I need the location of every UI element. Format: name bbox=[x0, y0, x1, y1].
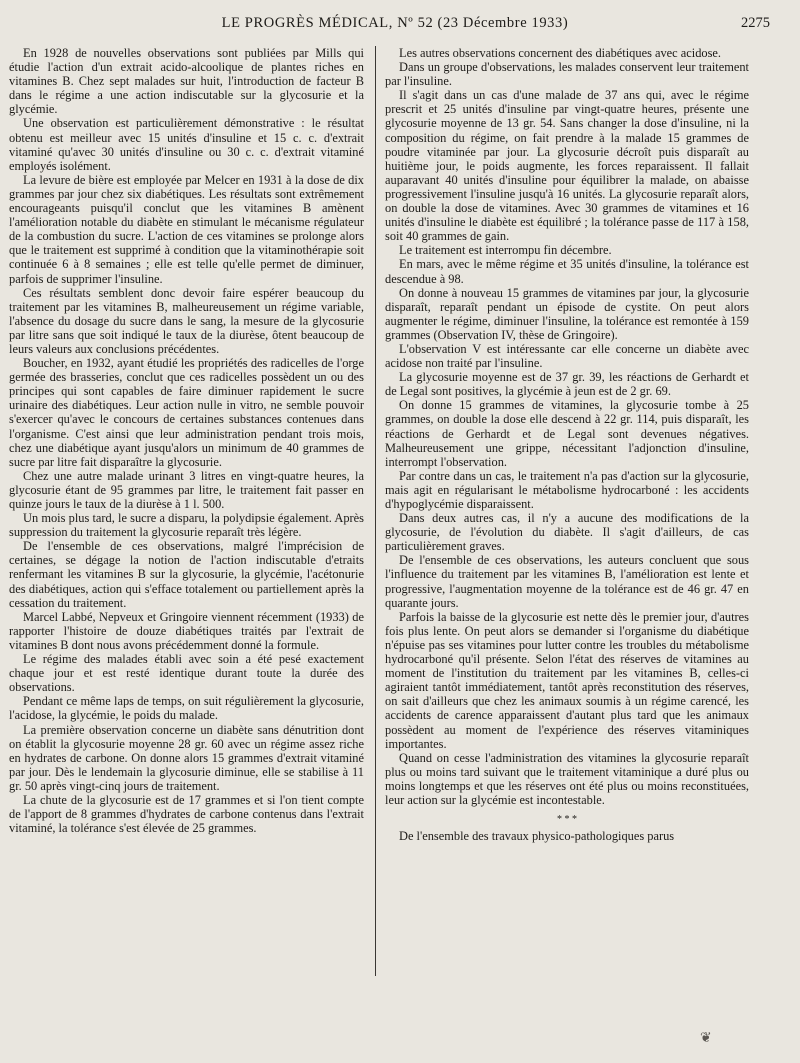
paragraph: Marcel Labbé, Nepveux et Gringoire viennent récemment (1933) de rapporter l'histoire de douze diabétiques traités par l'extrait de vitamines B dont nous avons précédemment donné la formule. bbox=[9, 609, 364, 652]
paragraph: Quand on cesse l'administration des vitamines la glycosurie reparaît plus ou moins tard suivant que le traitement vitaminique a duré plus ou moins longtemps et que les réserves ont été plus ou moins reconstituées, leur action sur la glycémie est incontestable. bbox=[385, 750, 749, 807]
paragraph: L'observation V est intéressante car elle concerne un diabète avec acidose non traité par l'insuline. bbox=[385, 341, 749, 371]
paragraph: En mars, avec le même régime et 35 unités d'insuline, la tolérance est descendue à 98. bbox=[385, 257, 749, 286]
paragraph: Le régime des malades établi avec soin a été pesé exactement chaque jour et est resté identique durant toute la durée des observations. bbox=[9, 652, 364, 695]
paragraph: De l'ensemble de ces observations, les auteurs concluent que sous l'influence du traitement par les vitamines B, l'amélioration est lente et progressive, l'augmentation moyenne de la tolérance est de 46 gr. 47 en quarante jours. bbox=[385, 553, 749, 610]
journal-header-title: LE PROGRÈS MÉDICAL, Nº 52 (23 Décembre 1933) bbox=[221, 15, 569, 31]
paragraph: Dans deux autres cas, il n'y a aucune des modifications de la glycosurie, de l'évolution du diabète. Il s'agit d'ailleurs, de cas particulièrement graves. bbox=[385, 511, 749, 554]
paragraph: Une observation est particulièrement démonstrative : le résultat obtenu est meilleur avec 15 unités d'insuline et 15 c. c. d'extrait vitaminé qu'avec 30 unités d'insuline ou 30 c. c. d'extrait vitaminé employés isolément. bbox=[9, 116, 364, 173]
paragraph: On donne à nouveau 15 grammes de vitamines par jour, la glycosurie disparaît, reparaît pendant un épisode de cystite. On peut alors augmenter le régime, diminuer l'insuline, la tolérance est remontée à 159 grammes (Observation IV, thèse de Gringoire). bbox=[385, 285, 749, 342]
paragraph: Les autres observations concernent des diabétiques avec acidose. bbox=[399, 46, 722, 60]
paragraph: La première observation concerne un diabète sans dénutrition dont on établit la glycosurie moyenne 28 gr. 60 avec un régime assez riche en hydrates de carbone. On donne alors 15 grammes d'extrait vitaminé par jour. Dès le lendemain la glycosurie diminue, elle se stabilise à 11 gr. 50 après vingt-cinq jours de traitement. bbox=[9, 722, 364, 793]
paragraph: La glycosurie moyenne est de 37 gr. 39, les réactions de Gerhardt et de Legal sont positives, la glycémie à jeun est de 2 gr. 69. bbox=[385, 370, 749, 399]
paragraph: Chez une autre malade urinant 3 litres en vingt-quatre heures, la glycosurie étant de 95 grammes par litre, le traitement fait passer en quinze jours le taux de la diurèse à 1 l. 500. bbox=[9, 468, 364, 511]
paragraph: Parfois la baisse de la glycosurie est nette dès le premier jour, d'autres fois plus lente. On peut alors se demander si l'organisme du diabétique n'épuise pas ses vitamines pour lutter contre les troubles du métabolisme hydrocarboné qu'il présente. Selon l'état des réserves de vitamines au moment de l'institution du traitement par les vitamines B, celles-ci agiraient tantôt immédiatement, tantôt après reconstitution des réserves, on sait d'ailleurs que chez les animaux soumis à un régime carencé, les accidents de carence apparaissent d'autant plus tard que les animaux possèdent au moment de l'expérience des réserves vitaminiques importantes. bbox=[385, 609, 749, 751]
paragraph: Pendant ce même laps de temps, on suit régulièrement la glycosurie, l'acidose, la glycémie, le poids du malade. bbox=[9, 694, 364, 723]
column-divider bbox=[375, 46, 376, 976]
paragraph: On donne 15 grammes de vitamines, la glycosurie tombe à 25 grammes, on double la dose elle descend à 22 gr. 114, puis disparaît, les réactions de Gerhardt et de Legal sont devenues négatives. Malheureusement une grippe, nécessitant l'adjonction d'insuline, interrompt l'observation. bbox=[385, 398, 749, 469]
paragraph: La levure de bière est employée par Melcer en 1931 à la dose de dix grammes par jour chez six diabétiques. Les résultats sont extrêmement encourageants puisqu'il conclut que les vitamines B amènent l'amélioration notable du diabète en stimulant le mécanisme régulateur de la combustion du sucre. L'action de ces vitamines se prolonge alors que le traitement est supprimé à condition que la vitaminothérapie soit continuée 6 à 8 semaines ; elle est telle qu'elle permet de diminuer, parfois de supprimer l'insuline. bbox=[9, 172, 364, 286]
paragraph: Le traitement est interrompu fin décembre. bbox=[399, 243, 612, 258]
paragraph: Par contre dans un cas, le traitement n'a pas d'action sur la glycosurie, mais agit en régularisant le métabolisme hydrocarboné : les accidents d'hypoglycémie disparaissent. bbox=[385, 468, 749, 511]
paragraph: Il s'agit dans un cas d'une malade de 37 ans qui, avec le régime prescrit et 25 unités d'insuline par vingt-quatre heures, présente une glycosurie moyenne de 13 gr. 54. Sans changer la dose d'insuline, ni la composition du régime, on fait prendre à la malade 15 grammes de poudre vitaminée par jour. La glycosurie décroît puis disparaît au huitième jour, le poids augmente, les forces reparaissent. Il fallait auparavant 40 unités d'insuline pour équilibrer la malade, on abaisse progressivement l'insuline jusqu'à 16 unités. La glycosurie reparaît alors, on double la dose de vitamines. Avec 30 grammes de vitamines et 16 unités d'insuline le diabète est équilibré ; la tolérance passe de 117 à 158, soit 40 grammes de gain. bbox=[385, 88, 749, 244]
running-header bbox=[20, 12, 770, 34]
paragraph: La chute de la glycosurie est de 17 grammes et si l'on tient compte de l'apport de 8 grammes d'hydrates de carbone contenus dans l'extrait vitaminé, la tolérance s'est élevée de 25 grammes. bbox=[9, 792, 364, 836]
paragraph: Un mois plus tard, le sucre a disparu, la polydipsie également. Après suppression du traitement la glycosurie reparaît très légère. bbox=[9, 511, 364, 540]
closing-line: De l'ensemble des travaux physico-pathologiques parus bbox=[399, 829, 675, 844]
left-column bbox=[9, 46, 364, 835]
paragraph: En 1928 de nouvelles observations sont publiées par Mills qui étudie l'action d'un extrait acido-alcoolique de plantes riches en vitamines B. Chez sept malades sur huit, l'introduction de facteur B dans le régime a une action indiscutable sur la glycosurie et la glycémie. bbox=[9, 46, 364, 117]
section-asterism: * * * bbox=[557, 814, 577, 826]
paragraph: De l'ensemble de ces observations, malgré l'imprécision de certaines, se dégage la notion de l'action indiscutable d'etraits renfermant les vitamines B sur la glycosurie, la glycémie, l'acétonurie des diabétiques, action qui s'efface totalement ou partiellement après la cessation du traitement. bbox=[9, 539, 364, 610]
page-number: 2275 bbox=[741, 15, 770, 31]
library-stamp-mark: ❦ bbox=[700, 1031, 712, 1046]
right-column bbox=[385, 46, 749, 843]
paragraph: Boucher, en 1932, ayant étudié les propriétés des radicelles de l'orge germée des brasseries, conclut que ces radicelles possèdent un ou des principes qui sont capables de faire diminuer rapidement le sucre urinaire des diabétiques. Leur action nulle in vitro, ne semble pouvoir s'exercer qu'avec le concours de certaines substances contenues dans l'organisme. C'est ainsi que leur administration pendant trois mois, chez une diabétique ayant jusqu'alors un minimum de 40 grammes de sucre par litre fait disparaître la glycosurie. bbox=[9, 356, 364, 469]
paragraph: Ces résultats semblent donc devoir faire espérer beaucoup du traitement par les vitamines B, malheureusement un régime variable, l'absence du dosage du sucre dans le sang, la mesure de la glycosurie par litre sans que soit indiqué le taux de la diurèse, ôtent beaucoup de leurs valeurs aux conclusions précédentes. bbox=[9, 285, 364, 356]
paragraph: Dans un groupe d'observations, les malades conservent leur traitement par l'insuline. bbox=[385, 60, 749, 89]
